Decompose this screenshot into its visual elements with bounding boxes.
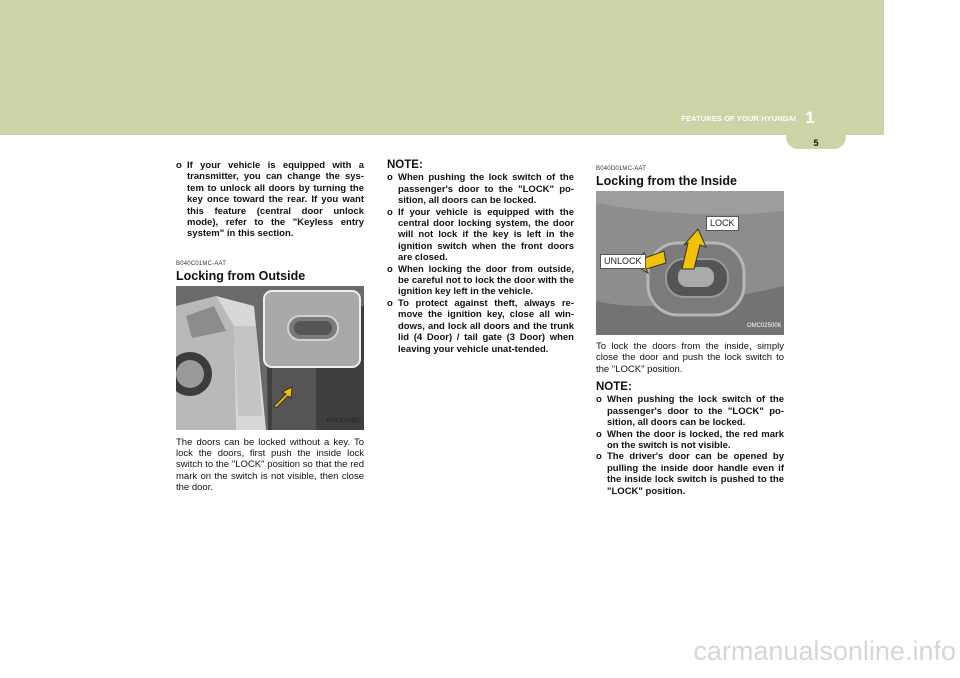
list-item: o When pushing the lock switch of the passenger's door to the "LOCK" po-sition, all doors can be locked.	[387, 172, 574, 207]
bullet-mark: o	[596, 451, 602, 463]
door-inside-figure	[596, 191, 784, 335]
section-title: Locking from Outside	[176, 269, 306, 284]
list-item: o If your vehicle is equipped with the central door locking system, the door will not lock if the key is left in the ignition switch when the front doors are closed.	[387, 206, 574, 264]
watermark: carmanualsonline.info	[693, 636, 956, 666]
list-item: o If your vehicle is equipped with a transmitter, you can change the sys-tem to unlock all doors by turning the key once toward the rear. If you want this feature (central door unlock mode), refer to the "Keyless entry system" in this section.	[176, 160, 364, 240]
bullet-mark: o	[387, 172, 393, 184]
bullet-mark: o	[387, 263, 393, 275]
list-item: o When pushing the lock switch of the passenger's door to the "LOCK" po-sition, all doors can be locked.	[596, 394, 784, 429]
inside-locking-text: To lock the doors from the inside, simply close the door and push the lock switch to the "LOCK" position.	[596, 340, 784, 375]
bullet-mark: o	[387, 206, 393, 218]
chapter-title: FEATURES OF YOUR HYUNDAI	[681, 114, 796, 123]
left-column	[176, 160, 364, 494]
page-number: 5	[813, 138, 819, 148]
middle-column	[387, 160, 574, 355]
note-title: NOTE:	[596, 381, 632, 394]
chapter-number: 1	[805, 108, 815, 127]
right-column	[596, 164, 784, 497]
unlock-label: UNLOCK	[600, 254, 646, 269]
outside-locking-text: The doors can be locked without a key. To lock the doors, first push the inside lock switch to the "LOCK" position so that the red mark on the switch is not visible, then close the door.	[176, 436, 364, 494]
car-door-illustration	[176, 286, 364, 430]
list-item: o To protect against theft, always re-move the ignition key, close all win-dows, and lock all doors and the trunk lid (4 Door) / tail gate (3 Door) when leaving your vehicle unat-tended.	[387, 297, 574, 355]
list-item: o When the door is locked, the red mark on the switch is not visible.	[596, 428, 784, 452]
list-item: o When locking the door from outside, be careful not to lock the door with the ignition key left in the vehicle.	[387, 263, 574, 298]
bullet-mark: o	[387, 297, 393, 309]
section-title: Locking from the Inside	[596, 174, 737, 189]
note-list	[387, 172, 574, 355]
lock-label: LOCK	[706, 216, 739, 231]
section-code: B040D01MC-AAT	[596, 166, 647, 172]
bullet-mark: o	[596, 394, 602, 406]
bullet-mark: o	[596, 428, 602, 440]
door-outside-figure	[176, 286, 364, 430]
note-title: NOTE:	[387, 159, 423, 171]
intro-list	[176, 160, 364, 240]
figure-code: OMC025006	[746, 323, 781, 330]
figure-code: B040C04MC	[326, 418, 361, 425]
note-list	[596, 394, 784, 497]
list-item: o The driver's door can be opened by pulling the inside door handle even if the inside lock switch is pushed to the "LOCK" position.	[596, 451, 784, 497]
bullet-mark: o	[176, 160, 182, 171]
section-code: B040C01MC-AAT	[176, 260, 227, 267]
